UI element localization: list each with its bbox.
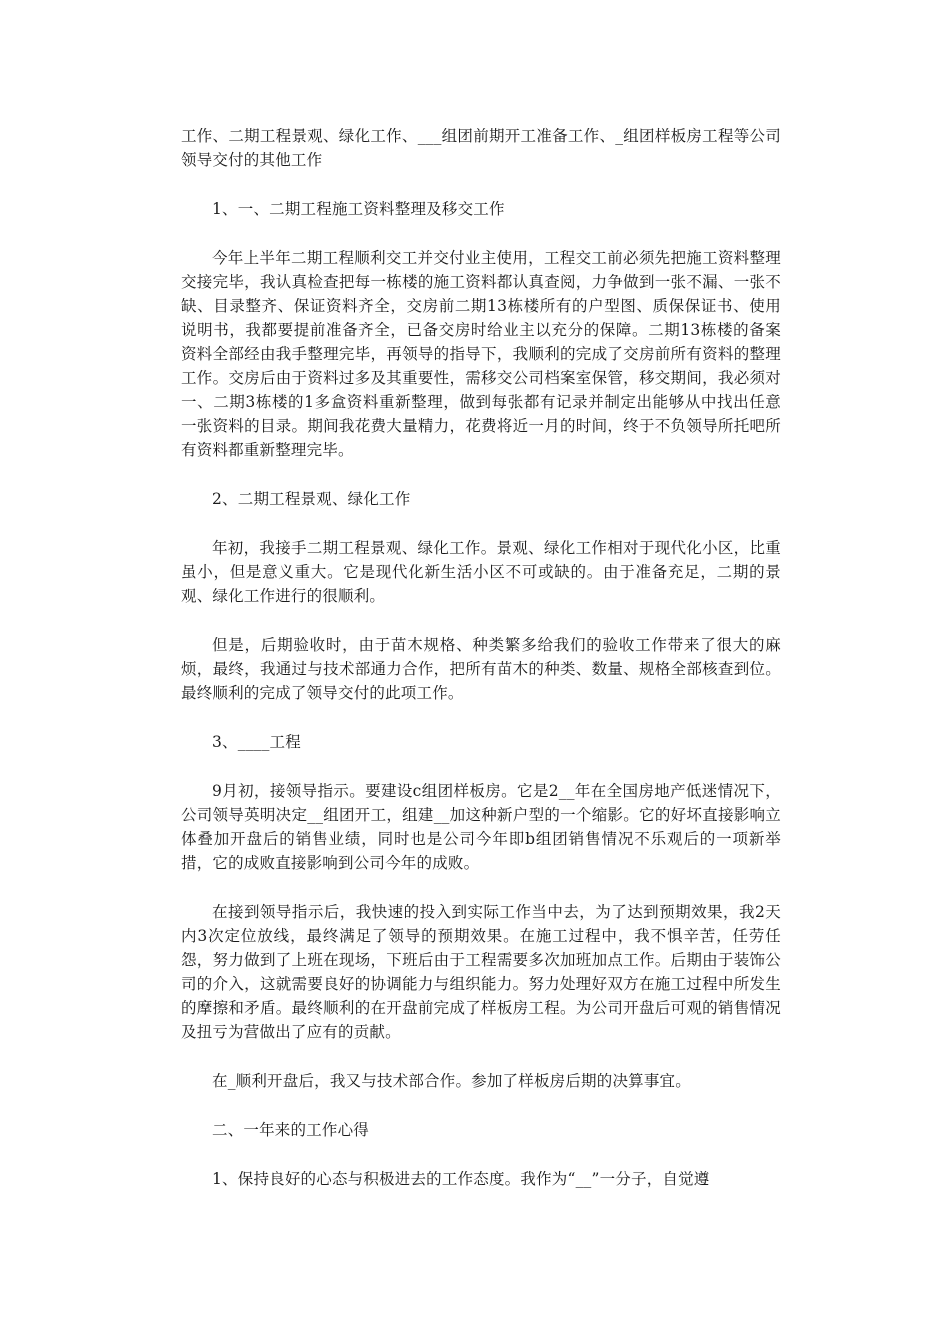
- document-body: [181, 124, 781, 1216]
- section-3-paragraph-2: 在接到领导指示后，我快速的投入到实际工作当中去，为了达到预期效果，我2天内3次定位放线，最终满足了领导的预期效果。在施工过程中，我不惧辛苦，任劳任怨，努力做到了上班在现场，下班后由于工程需要多次加班加点工作。后期由于装饰公司的介入，这就需要良好的协调能力与组织能力。努力处理好双方在施工过程中所发生的摩擦和矛盾。最终顺利的在开盘前完成了样板房工程。为公司开盘后可观的销售情况及扭亏为营做出了应有的贡献。: [181, 903, 781, 1041]
- section-2-heading: 2、二期工程景观、绿化工作: [212, 490, 411, 508]
- intro-paragraph: 工作、二期工程景观、绿化工作、___组团前期开工准备工作、_组团样板房工程等公司领导交付的其他工作: [181, 127, 781, 169]
- section-1-paragraph: 今年上半年二期工程顺利交工并交付业主使用，工程交工前必须先把施工资料整理交接完毕，我认真检查把每一栋楼的施工资料都认真查阅，力争做到一张不漏、一张不缺、目录整齐、保证资料齐全，交房前二期13栋楼所有的户型图、质保保证书、使用说明书，我都要提前准备齐全，已备交房时给业主以充分的保障。二期13栋楼的备案资料全部经由我手整理完毕，再领导的指导下，我顺利的完成了交房前所有资料的整理工作。交房后由于资料过多及其重要性，需移交公司档案室保管，移交期间，我必须对一、二期3栋楼的1多盒资料重新整理，做到每张都有记录并制定出能够从中找出任意一张资料的目录。期间我花费大量精力，花费将近一月的时间，终于不负领导所托吧所有资料都重新整理完毕。: [181, 249, 781, 459]
- section-2-paragraph-1: 年初，我接手二期工程景观、绿化工作。景观、绿化工作相对于现代化小区，比重虽小，但是意义重大。它是现代化新生活小区不可或缺的。由于准备充足，二期的景观、绿化工作进行的很顺利。: [181, 539, 781, 605]
- section-3-paragraph-3: 在_顺利开盘后，我又与技术部合作。参加了样板房后期的决算事宜。: [212, 1072, 691, 1090]
- section-3-paragraph-1: 9月初，接领导指示。要建设c组团样板房。它是2__年在全国房地产低迷情况下，公司领导英明决定__组团开工，组建__加这种新户型的一个缩影。它的好坏直接影响立体叠加开盘后的销售业绩，同时也是公司今年即b组团销售情况不乐观后的一项新举措，它的成败直接影响到公司今年的成败。: [181, 782, 781, 872]
- section-1-heading: 1、一、二期工程施工资料整理及移交工作: [212, 200, 505, 218]
- section-2-paragraph-2: 但是，后期验收时，由于苗木规格、种类繁多给我们的验收工作带来了很大的麻烦，最终，我通过与技术部通力合作，把所有苗木的种类、数量、规格全部核查到位。最终顺利的完成了领导交付的此项工作。: [181, 636, 781, 702]
- part-2-paragraph-1: 1、保持良好的心态与积极进去的工作态度。我作为“__”一分子，自觉遵: [212, 1170, 710, 1188]
- section-3-heading: 3、____工程: [212, 733, 301, 751]
- part-2-heading: 二、一年来的工作心得: [212, 1121, 370, 1139]
